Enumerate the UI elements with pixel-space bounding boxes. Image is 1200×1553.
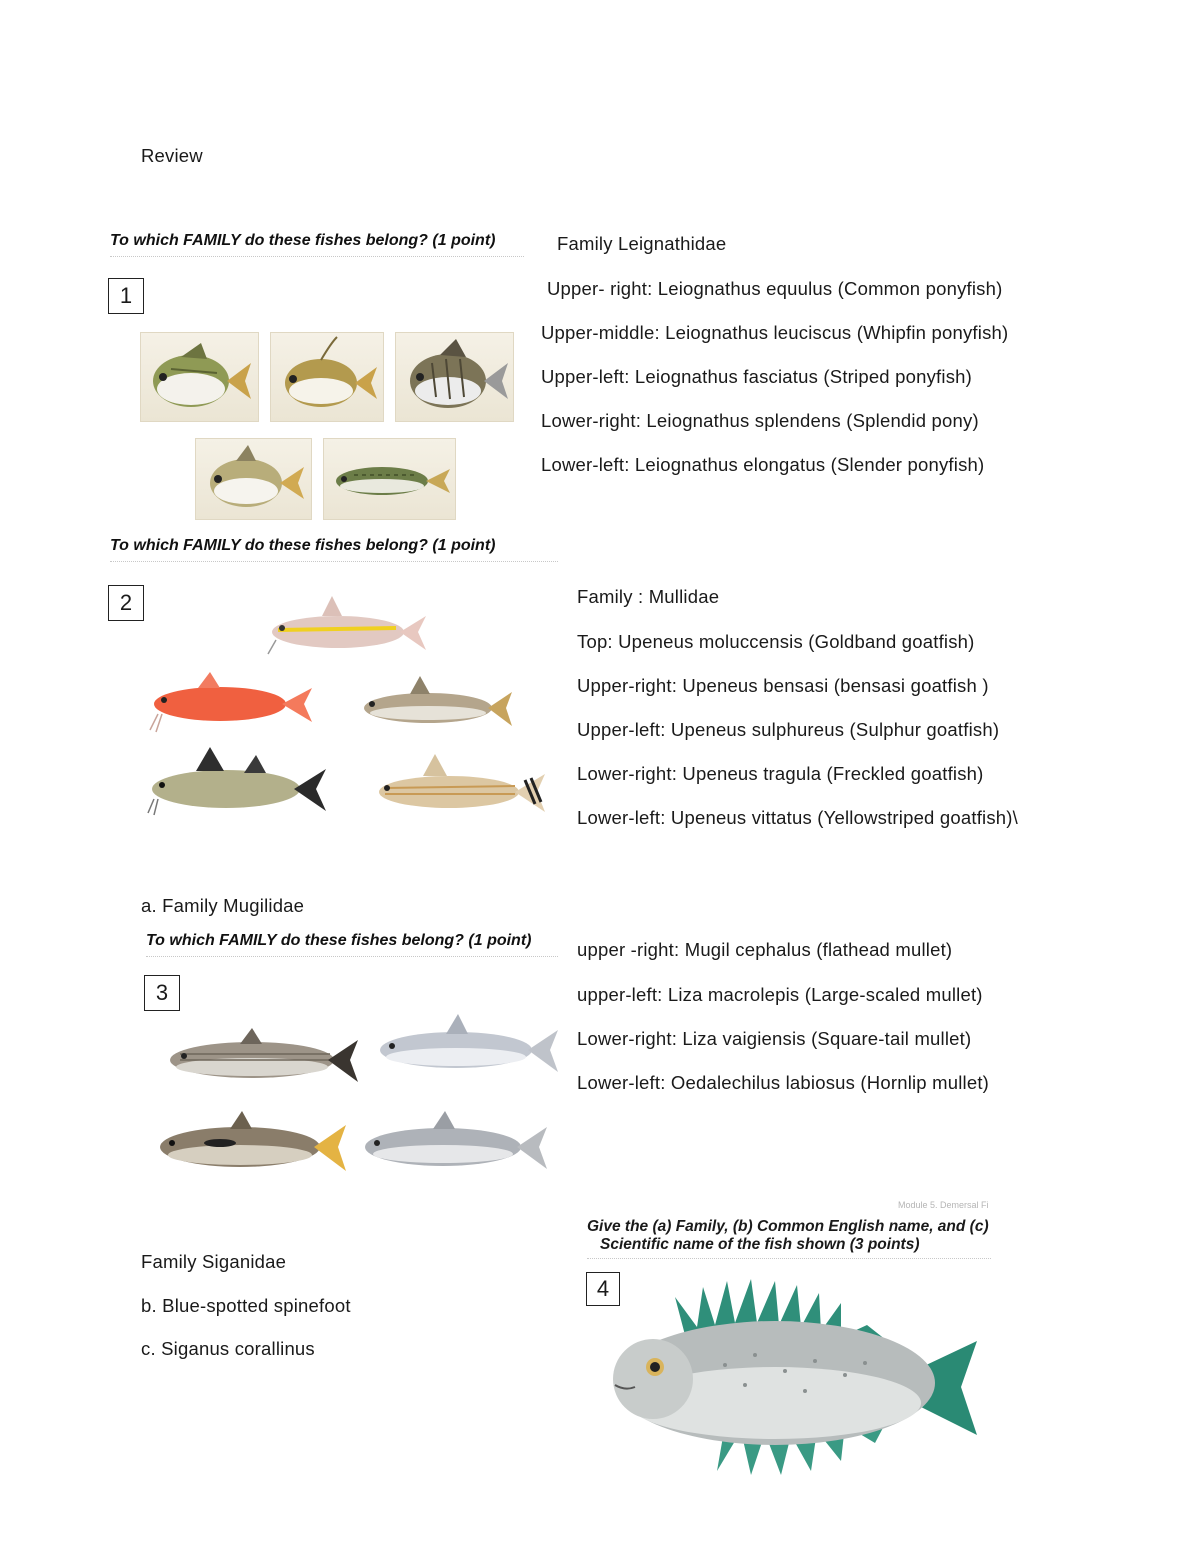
question-4-answer-scientific-name: c. Siganus corallinus — [141, 1338, 315, 1359]
list-item: Upper-right: Upeneus bensasi (bensasi goatfish ) — [577, 675, 989, 696]
question-3-answer-a: a. Family Mugilidae — [141, 895, 305, 916]
ponyfish-image-lower-right — [323, 438, 456, 520]
list-item: Lower-left: Upeneus vittatus (Yellowstriped goatfish)\ — [577, 807, 1018, 828]
list-item: Upper-middle: Leiognathus leuciscus (Whipfin ponyfish) — [541, 322, 1009, 343]
question-4-answer-common-name: b. Blue-spotted spinefoot — [141, 1295, 351, 1316]
list-item: Top: Upeneus moluccensis (Goldband goatfish) — [577, 631, 975, 652]
ponyfish-image-lower-left — [195, 438, 312, 520]
module-header-text: Module 5. Demersal Fi — [898, 1200, 989, 1210]
list-item: Lower-left: Oedalechilus labiosus (Hornlip mullet) — [577, 1072, 990, 1093]
mullet-image-upper-right — [370, 1010, 560, 1090]
question-4-answer-family: Family Siganidae — [141, 1251, 287, 1272]
question-4-number: 4 — [586, 1272, 620, 1306]
list-item: Lower-right: Upeneus tragula (Freckled goatfish) — [577, 763, 984, 784]
question-2-heading: To which FAMILY do these fishes belong? (1 point) — [110, 537, 558, 562]
ponyfish-image-upper-right — [395, 332, 514, 422]
list-item: upper-left: Liza macrolepis (Large-scaled mullet) — [577, 984, 983, 1005]
page-title: Review — [141, 145, 203, 166]
question-1-number: 1 — [108, 278, 144, 314]
mullet-image-upper-left — [160, 1020, 360, 1100]
mullet-image-lower-right — [355, 1105, 550, 1190]
list-item: Upper-left: Upeneus sulphureus (Sulphur goatfish) — [577, 719, 1000, 740]
list-item: Lower-left: Leiognathus elongatus (Slender ponyfish) — [541, 454, 985, 475]
list-item: Upper- right: Leiognathus equulus (Common ponyfish) — [547, 278, 1003, 299]
question-4-heading-line-2: Scientific name of the fish shown (3 points) — [600, 1236, 920, 1253]
goatfish-image-upper-right — [350, 670, 515, 740]
list-item: Lower-right: Leiognathus splendens (Splendid pony) — [541, 410, 979, 431]
question-4-heading — [587, 1218, 991, 1259]
goatfish-image-top — [260, 590, 430, 670]
question-3-heading: To which FAMILY do these fishes belong? (1 point) — [146, 932, 558, 957]
question-2-number: 2 — [108, 585, 144, 621]
rabbitfish-image — [605, 1275, 985, 1480]
question-4-heading-line-1: Give the (a) Family, (b) Common English name, and (c) — [587, 1218, 989, 1235]
question-1-family: Family Leignathidae — [557, 233, 727, 254]
mullet-image-lower-left — [150, 1105, 350, 1190]
question-2-family: Family : Mullidae — [577, 586, 720, 607]
list-item: Upper-left: Leiognathus fasciatus (Striped ponyfish) — [541, 366, 973, 387]
goatfish-image-lower-left — [140, 745, 330, 830]
ponyfish-image-upper-left — [140, 332, 259, 422]
list-item: Lower-right: Liza vaigiensis (Square-tail mullet) — [577, 1028, 972, 1049]
goatfish-image-lower-right — [365, 750, 550, 830]
goatfish-image-upper-left — [140, 670, 315, 740]
question-1-heading: To which FAMILY do these fishes belong? (1 point) — [110, 232, 524, 257]
ponyfish-image-upper-middle — [270, 332, 384, 422]
question-3-number: 3 — [144, 975, 180, 1011]
list-item: upper -right: Mugil cephalus (flathead mullet) — [577, 939, 953, 960]
